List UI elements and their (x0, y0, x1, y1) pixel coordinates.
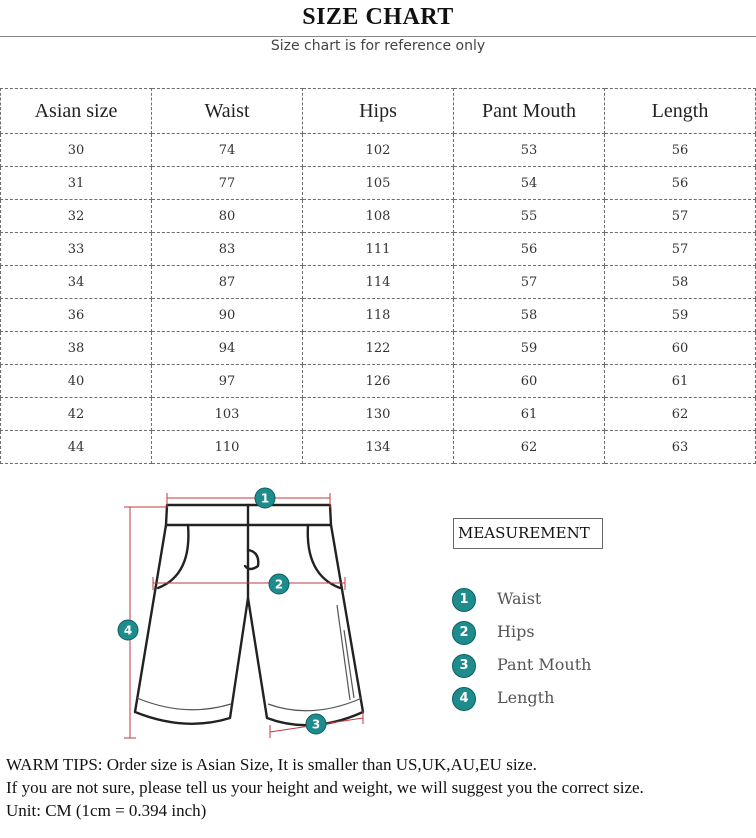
svg-text:1: 1 (260, 491, 270, 506)
table-cell: 56 (605, 167, 756, 200)
table-cell: 111 (303, 233, 454, 266)
legend-label: Pant Mouth (497, 655, 592, 674)
column-header: Length (605, 89, 756, 134)
table-cell: 40 (1, 365, 152, 398)
table-cell: 34 (1, 266, 152, 299)
table-cell: 118 (303, 299, 454, 332)
table-cell: 57 (605, 233, 756, 266)
column-header: Pant Mouth (454, 89, 605, 134)
table-row (1, 266, 756, 299)
table-cell: 61 (454, 398, 605, 431)
table-cell: 63 (605, 431, 756, 464)
table-cell: 30 (1, 134, 152, 167)
svg-text:2: 2 (274, 577, 284, 592)
table-cell: 80 (152, 200, 303, 233)
svg-text:4: 4 (123, 623, 133, 638)
legend-label: Hips (497, 622, 535, 641)
left-pocket (158, 525, 188, 588)
table-cell: 103 (152, 398, 303, 431)
marker-4-badge (118, 620, 138, 640)
table-row (1, 431, 756, 464)
table-cell: 105 (303, 167, 454, 200)
page-subtitle: Size chart is for reference only (270, 38, 486, 54)
table-header-row (1, 89, 756, 134)
marker-3-badge (306, 714, 326, 734)
table-cell: 58 (454, 299, 605, 332)
marker-1-badge (255, 488, 275, 508)
table-cell: 36 (1, 299, 152, 332)
svg-text:3: 3 (311, 717, 321, 732)
table-body (1, 134, 756, 464)
shorts-diagram (100, 480, 390, 750)
table-cell: 59 (605, 299, 756, 332)
table-row (1, 398, 756, 431)
number-2-icon: 2 (452, 621, 476, 645)
table-cell: 53 (454, 134, 605, 167)
table-row (1, 299, 756, 332)
number-4-icon: 4 (452, 687, 476, 711)
warm-tips-text: WARM TIPS: Order size is Asian Size, It is smaller than US,UK,AU,EU size. (6, 755, 537, 774)
table-row (1, 365, 756, 398)
table-cell: 110 (152, 431, 303, 464)
table-cell: 32 (1, 200, 152, 233)
table-cell: 102 (303, 134, 454, 167)
table-cell: 33 (1, 233, 152, 266)
table-cell: 42 (1, 398, 152, 431)
number-3-icon: 3 (452, 654, 476, 678)
table-row (1, 233, 756, 266)
table-cell: 90 (152, 299, 303, 332)
table-cell: 56 (454, 233, 605, 266)
table-cell: 58 (605, 266, 756, 299)
table-cell: 56 (605, 134, 756, 167)
table-cell: 126 (303, 365, 454, 398)
table-cell: 108 (303, 200, 454, 233)
table-cell: 61 (605, 365, 756, 398)
column-header: Asian size (1, 89, 152, 134)
number-1-icon: 1 (452, 588, 476, 612)
measurement-heading: MEASUREMENT (453, 518, 603, 549)
right-hem-seam (268, 698, 362, 711)
table-cell: 62 (605, 398, 756, 431)
page-title: SIZE CHART (302, 4, 454, 30)
table-cell: 55 (454, 200, 605, 233)
table-cell: 54 (454, 167, 605, 200)
table-cell: 87 (152, 266, 303, 299)
table-cell: 74 (152, 134, 303, 167)
table-cell: 38 (1, 332, 152, 365)
table-cell: 130 (303, 398, 454, 431)
table-cell: 77 (152, 167, 303, 200)
table-cell: 60 (454, 365, 605, 398)
table-cell: 134 (303, 431, 454, 464)
column-header: Hips (303, 89, 454, 134)
table-cell: 57 (605, 200, 756, 233)
table-cell: 114 (303, 266, 454, 299)
legend-label: Length (497, 688, 555, 707)
title-divider (0, 36, 756, 37)
table-cell: 94 (152, 332, 303, 365)
legend-label: Waist (497, 589, 542, 608)
table-cell: 97 (152, 365, 303, 398)
table-row (1, 332, 756, 365)
column-header: Waist (152, 89, 303, 134)
table-cell: 44 (1, 431, 152, 464)
left-hem-seam (137, 698, 231, 710)
table-cell: 62 (454, 431, 605, 464)
table-cell: 31 (1, 167, 152, 200)
size-advice-text: If you are not sure, please tell us your height and weight, we will suggest you the correct size. (6, 778, 644, 797)
table-row (1, 167, 756, 200)
size-table (0, 88, 756, 464)
unit-note-text: Unit: CM (1cm = 0.394 inch) (6, 801, 207, 820)
right-pocket (308, 525, 340, 588)
table-cell: 83 (152, 233, 303, 266)
marker-2-badge (269, 574, 289, 594)
table-cell: 122 (303, 332, 454, 365)
table-cell: 60 (605, 332, 756, 365)
table-row (1, 200, 756, 233)
table-row (1, 134, 756, 167)
table-cell: 57 (454, 266, 605, 299)
table-cell: 59 (454, 332, 605, 365)
